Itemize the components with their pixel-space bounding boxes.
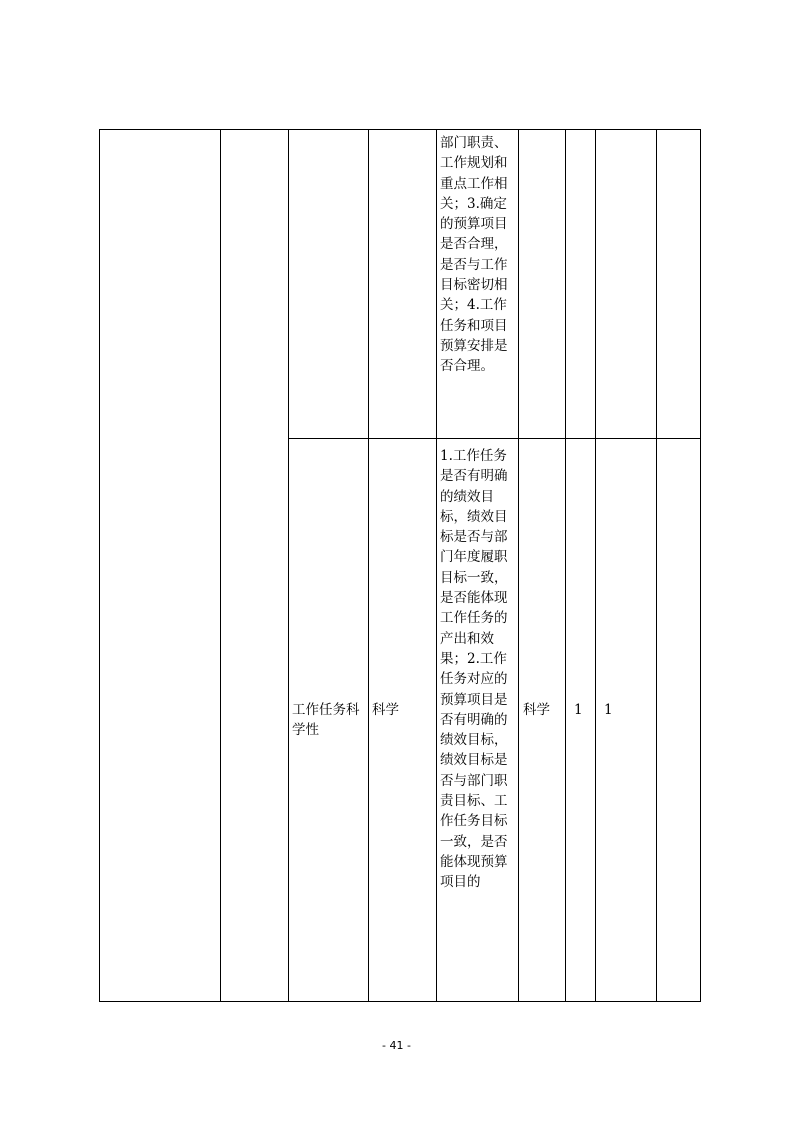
score-cell: 1	[574, 702, 583, 718]
evaluation-table	[99, 129, 701, 1002]
criteria-cell-bottom: 1.工作任务是否有明确的绩效目标，绩效目标是否与部门年度履职目标一致，是否能体现工作任务的产出和效果；2.工作任务对应的预算项目是否有明确的绩效目标，绩效目标是否与部门职责目标、工作任务目标一致，是否能体现预算项目的	[440, 448, 508, 891]
row-divider	[288, 438, 700, 439]
grade-cell: 科学	[523, 702, 550, 718]
indicator-cell: 工作任务科学性	[292, 702, 360, 739]
column-divider	[565, 130, 566, 1001]
level-cell: 科学	[372, 702, 399, 718]
criteria-cell-top: 部门职责、工作规划和重点工作相关；3.确定的预算项目是否合理，是否与工作目标密切相关；4.工作任务和项目预算安排是否合理。	[440, 135, 508, 375]
column-divider	[518, 130, 519, 1001]
column-divider	[288, 130, 289, 1001]
page-number: - 41 -	[382, 1039, 411, 1052]
result-cell: 1	[604, 702, 613, 718]
column-divider	[368, 130, 369, 1001]
column-divider	[656, 130, 657, 1001]
column-divider	[220, 130, 221, 1001]
column-divider	[595, 130, 596, 1001]
